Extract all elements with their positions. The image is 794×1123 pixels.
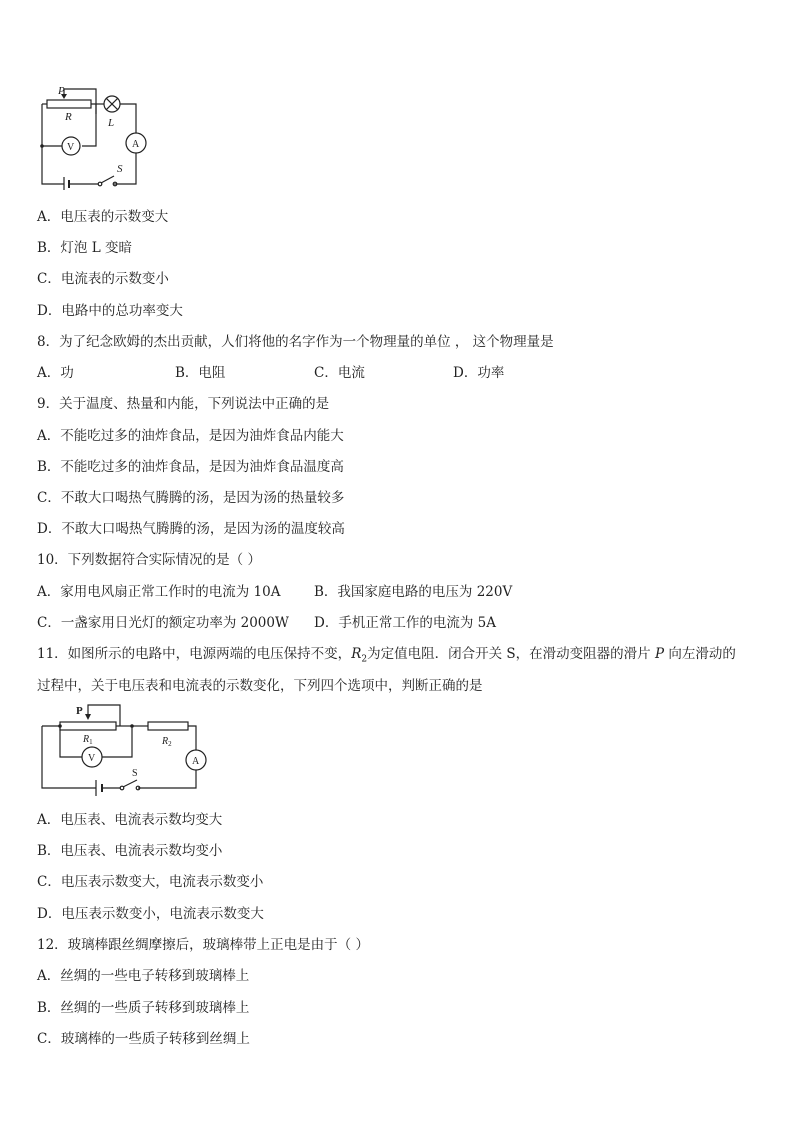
label-l: L bbox=[108, 117, 115, 129]
ammeter-label: A bbox=[132, 139, 140, 150]
q8-option-c: C．电流 bbox=[314, 365, 365, 381]
q9-option-c: C．不敢大口喝热气腾腾的汤，是因为汤的热量较多 bbox=[37, 490, 345, 506]
q10-option-a: A．家用电风扇正常工作时的电流为 10A bbox=[37, 584, 281, 600]
q7-option-b: B．灯泡 L 变暗 bbox=[37, 240, 132, 256]
q10-option-b: B．我国家庭电路的电压为 220V bbox=[314, 584, 513, 600]
q10-option-d: D．手机正常工作的电流为 5A bbox=[314, 615, 496, 631]
q10-options-row2 bbox=[37, 614, 496, 632]
q8-option-a: A．功 bbox=[37, 365, 74, 381]
label-s: S bbox=[117, 163, 123, 175]
q10-stem: 10．下列数据符合实际情况的是（ ） bbox=[37, 552, 261, 568]
q11-option-a: A．电压表、电流表示数均变大 bbox=[37, 812, 223, 828]
q9-option-d: D．不敢大口喝热气腾腾的汤，是因为汤的温度较高 bbox=[37, 521, 345, 537]
circuit-diagram-2 bbox=[36, 700, 214, 800]
q11-option-b: B．电压表、电流表示数均变小 bbox=[37, 843, 223, 859]
q10-options-row1 bbox=[37, 583, 512, 601]
label-r: R bbox=[65, 111, 72, 123]
q10-option-c: C．一盏家用日光灯的额定功率为 2000W bbox=[37, 615, 289, 631]
q7-option-d: D．电路中的总功率变大 bbox=[37, 303, 183, 319]
q12-option-a: A．丝绸的一些电子转移到玻璃棒上 bbox=[37, 968, 250, 984]
label-s: S bbox=[132, 768, 138, 779]
q8-options bbox=[37, 364, 504, 382]
q11-option-d: D．电压表示数变小，电流表示数变大 bbox=[37, 906, 264, 922]
q9-option-a: A．不能吃过多的油炸食品，是因为油炸食品内能大 bbox=[37, 428, 344, 444]
circuit-diagram-1 bbox=[34, 84, 156, 190]
voltmeter-label: V bbox=[88, 753, 96, 764]
ammeter-label: A bbox=[192, 756, 200, 767]
q8-option-d: D．功率 bbox=[453, 365, 505, 381]
label-r2: $R_2$ bbox=[162, 736, 172, 748]
voltmeter-label: V bbox=[67, 142, 75, 153]
q12-option-c: C．玻璃棒的一些质子转移到丝绸上 bbox=[37, 1031, 250, 1047]
q9-stem: 9．关于温度、热量和内能，下列说法中正确的是 bbox=[37, 396, 330, 412]
q11-option-c: C．电压表示数变大，电流表示数变小 bbox=[37, 874, 264, 890]
q8-option-b: B．电阻 bbox=[175, 365, 226, 381]
q8-stem: 8．为了纪念欧姆的杰出贡献，人们将他的名字作为一个物理量的单位 ， 这个物理量是 bbox=[37, 334, 554, 350]
q7-option-a: A．电压表的示数变大 bbox=[37, 209, 169, 225]
q12-stem: 12．玻璃棒跟丝绸摩擦后，玻璃棒带上正电是由于（ ） bbox=[37, 937, 369, 953]
q11-stem-line1: 11．如图所示的电路中，电源两端的电压保持不变，$R_2$为定值电阻．闭合开关 S，在滑动变阻器的滑片 P 向左滑动的 bbox=[37, 646, 736, 665]
label-r1: $R_1$ bbox=[83, 734, 93, 746]
q12-option-b: B．丝绸的一些质子转移到玻璃棒上 bbox=[37, 1000, 250, 1016]
q7-option-c: C．电流表的示数变小 bbox=[37, 271, 169, 287]
label-p: P bbox=[58, 85, 65, 97]
label-p: P bbox=[76, 705, 83, 717]
q11-stem-line2: 过程中，关于电压表和电流表的示数变化，下列四个选项中，判断正确的是 bbox=[37, 678, 483, 694]
q9-option-b: B．不能吃过多的油炸食品，是因为油炸食品温度高 bbox=[37, 459, 344, 475]
